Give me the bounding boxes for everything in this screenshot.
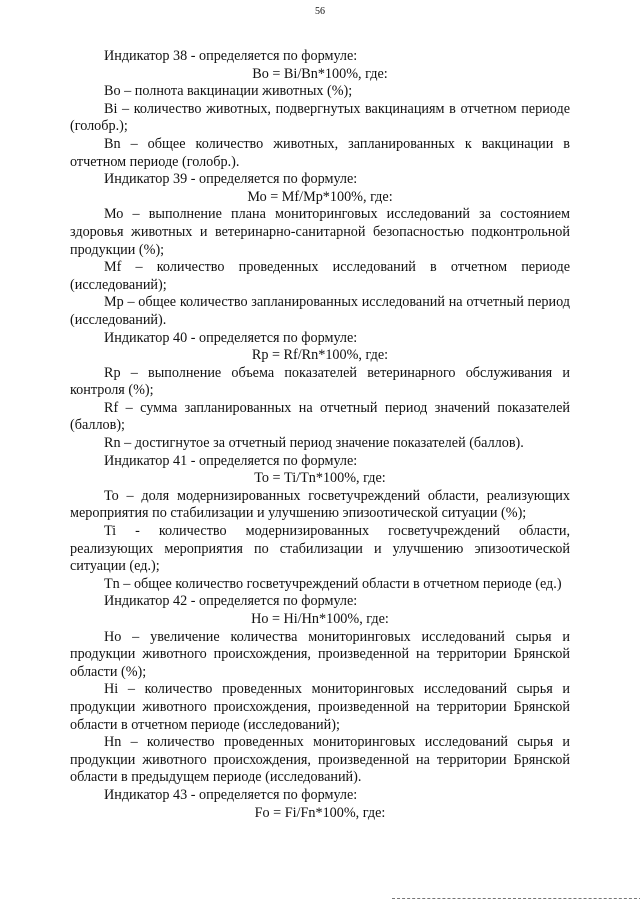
indicator-heading: Индикатор 42 - определяется по формуле: [104,593,358,610]
indicator-heading: Индикатор 43 - определяется по формуле: [104,786,358,803]
formula-line: Во = Bi/Bn*100%, где: [252,65,388,82]
definition-paragraph: Hn – количество проведенных мониторинговых исследований сырья и продукции животного происхождения, произведенной на территории Брянской области в предыдущем периоде (исследований). [70,734,570,786]
definition-paragraph: Во – полнота вакцинации животных (%); [104,83,353,100]
indicator-heading: Индикатор 39 - определяется по формуле: [104,171,358,188]
definition-paragraph: Rf – сумма запланированных на отчетный период значений показателей (баллов); [70,399,570,434]
definition-paragraph: Tn – общее количество госветучреждений области в отчетном периоде (ед.) [104,575,562,592]
definition-paragraph: Ti - количество модернизированных госветучреждений области, реализующих мероприятия по стабилизации и улучшению эпизоотической ситуации (ед.); [70,523,570,575]
definition-paragraph: Rp – выполнение объема показателей ветеринарного обслуживания и контроля (%); [70,364,570,399]
definition-paragraph: Bi – количество животных, подвергнутых вакцинациям в отчетном периоде (голобр.); [70,100,570,135]
definition-paragraph: Mf – количество проведенных исследований в отчетном периоде (исследований); [70,259,570,293]
formula-line: Fo = Fi/Fn*100%, где: [254,804,386,821]
document-body [70,48,570,822]
formula-line: То = Ti/Tn*100%, где: [254,470,386,487]
definition-paragraph: Hi – количество проведенных мониторинговых исследований сырья и продукции животного происхождения, произведенной на территории Брянской области в отчетном периоде (исследований); [70,681,570,733]
definition-paragraph: Rn – достигнутое за отчетный период значение показателей (баллов). [104,435,524,452]
indicator-heading: Индикатор 41 - определяется по формуле: [104,452,358,469]
definition-paragraph: Мо – выполнение плана мониторинговых исследований за состоянием здоровья животных и ветеринарно-санитарной безопасностью подконтрольной продукции (%); [70,206,570,258]
definition-paragraph: Bn – общее количество животных, запланированных к вакцинации в отчетном периоде (голобр.). [70,135,570,170]
page-number: 56 [315,6,325,17]
indicator-heading: Индикатор 38 - определяется по формуле: [104,48,358,64]
formula-line: Rp = Rf/Rn*100%, где: [251,347,389,364]
formula-line: Мо = Mf/Mp*100%, где: [247,188,393,205]
formula-line: Но = Hi/Hn*100%, где: [251,611,389,627]
definition-paragraph: То – доля модернизированных госветучреждений области, реализующих мероприятия по стабилизации и улучшению эпизоотической ситуации (%); [70,487,570,522]
bottom-divider [392,898,640,900]
definition-paragraph: Mp – общее количество запланированных исследований на отчетный период (исследований). [70,294,570,328]
indicator-heading: Индикатор 40 - определяется по формуле: [104,329,358,346]
definition-paragraph: Но – увеличение количества мониторинговых исследований сырья и продукции животного происхождения, произведенной на территории Брянской области (%); [70,628,570,680]
